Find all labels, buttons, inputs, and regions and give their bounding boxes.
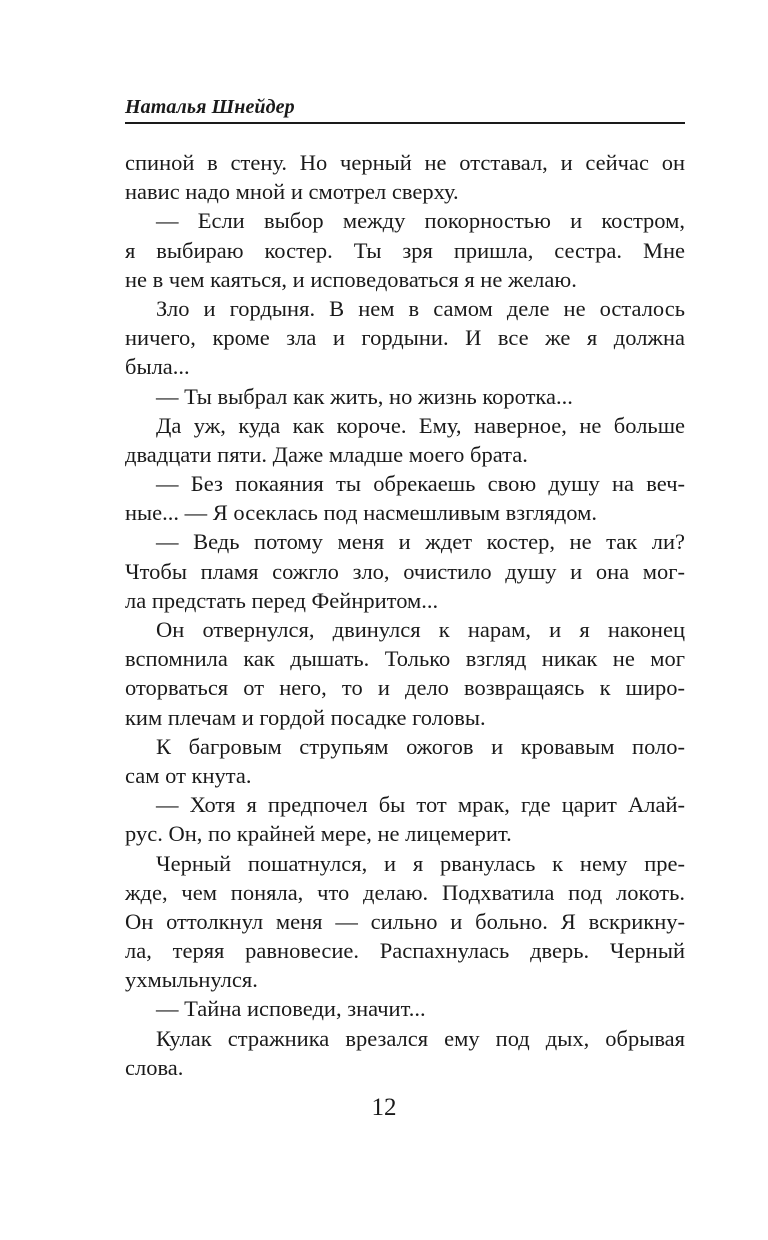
text-line: Черный пошатнулся, и я рванулась к нему пре- xyxy=(156,850,685,876)
text-line: ные... — Я осеклась под насмешливым взглядом. xyxy=(125,500,597,526)
text-line: навис надо мной и смотрел сверху. xyxy=(125,179,459,205)
text-line: Он оттолкнул меня — сильно и больно. Я вскрикну- xyxy=(125,908,685,934)
text-line: Чтобы пламя сожгло зло, очистило душу и она мог- xyxy=(125,558,685,584)
text-line: — Без покаяния ты обрекаешь свою душу на веч- xyxy=(156,471,685,497)
text-line: не в чем каяться, и исповедоваться я не желаю. xyxy=(125,266,577,292)
text-line: — Ты выбрал как жить, но жизнь коротка... xyxy=(156,383,573,409)
running-head-author: Наталья Шнейдер xyxy=(125,96,295,118)
text-line: Кулак стражника врезался ему под дых, обрывая xyxy=(156,1025,685,1051)
header-rule xyxy=(125,122,685,124)
text-line: рус. Он, по крайней мере, не лицемерит. xyxy=(125,821,512,847)
text-line: Он отвернулся, двинулся к нарам, и я наконец xyxy=(156,617,685,642)
text-line: К багровым струпьям ожогов и кровавым поло- xyxy=(156,733,685,759)
text-line: оторваться от него, то и дело возвращаясь к широ- xyxy=(125,675,685,701)
text-line: — Ведь потому меня и ждет костер, не так ли? xyxy=(156,529,685,555)
text-line: Да уж, куда как короче. Ему, наверное, не больше xyxy=(156,412,685,438)
text-line: сам от кнута. xyxy=(125,762,252,788)
text-line: ла, теряя равновесие. Распахнулась дверь. Черный xyxy=(125,938,685,964)
text-line: была... xyxy=(125,354,190,380)
text-line: слова. xyxy=(125,1054,184,1080)
text-line: я выбираю костер. Ты зря пришла, сестра. Мне xyxy=(125,237,685,263)
text-line: ким плечам и гордой посадке головы. xyxy=(125,704,486,730)
text-line: Зло и гордыня. В нем в самом деле не осталось xyxy=(156,295,685,321)
text-line: двадцати пяти. Даже младше моего брата. xyxy=(125,441,528,467)
text-line: ничего, кроме зла и гордыни. И все же я должна xyxy=(125,325,685,351)
text-line: спиной в стену. Но черный не отставал, и сейчас он xyxy=(125,150,685,175)
text-line: — Хотя я предпочел бы тот мрак, где царит Алай- xyxy=(156,792,685,818)
text-line: ухмыльнулся. xyxy=(125,967,258,993)
text-line: — Если выбор между покорностью и костром, xyxy=(156,208,685,234)
text-line: ла предстать перед Фейнритом... xyxy=(125,587,439,613)
body-text xyxy=(125,148,685,1082)
text-line: — Тайна исповеди, значит... xyxy=(156,996,426,1022)
text-line: жде, чем поняла, что делаю. Подхватила под локоть. xyxy=(125,879,685,905)
page-number: 12 xyxy=(371,1094,397,1121)
text-line: вспомнила как дышать. Только взгляд никак не мог xyxy=(125,646,685,672)
